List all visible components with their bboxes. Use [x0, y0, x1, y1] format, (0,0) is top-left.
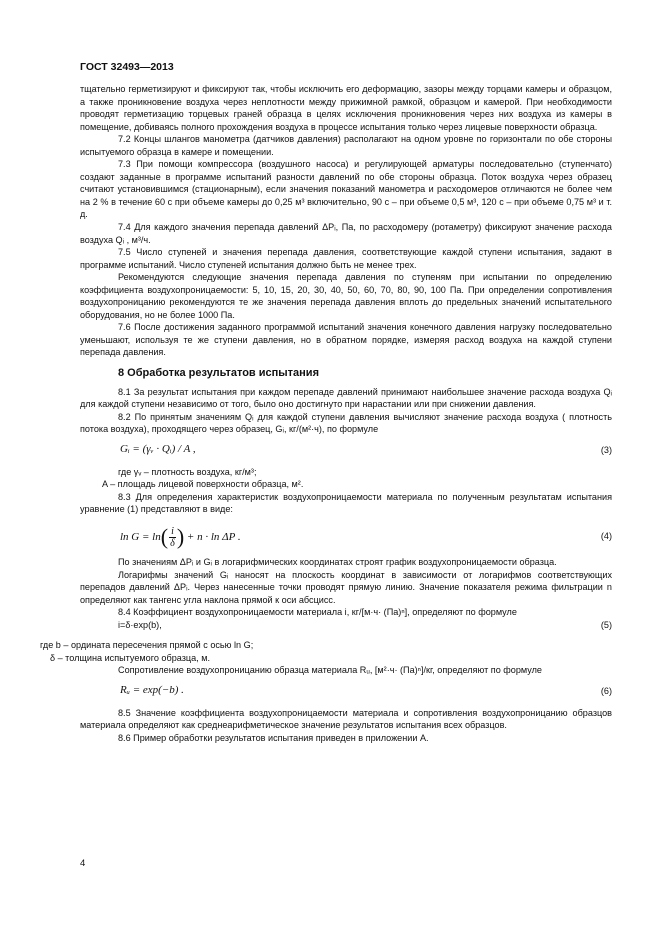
paragraph-8-2: 8.2 По принятым значениям Qᵢ для каждой ступени давления вычисляют значение расхода воздуха ( плотность потока воздуха), проходящего через образец, Gᵢ, кг/(м²·ч), по формуле [80, 411, 612, 435]
formula-5-number: (5) [600, 619, 612, 630]
paragraph-7-2: 7.2 Концы шлангов манометра (датчиков давления) располагают на одном уровне по горизонтали по обе стороны испытуемого образца в камере и помещении. [80, 134, 612, 157]
section-8-heading: 8 Обработка результатов испытания [118, 367, 319, 380]
paragraph-7-3: 7.3 При помощи компрессора (воздушного насоса) и регулирующей арматуры последовательно (ступенчато) создают заданные в программе испытаний разности давлений по обе стороны образца. Поток воздуха через образец считают установившимся (стационарным), если значения показаний манометра и расходомеров отличаются не более чем на 2 % в течение 60 с при объеме камеры до 0,25 м³ включительно, 90 с – при объеме 0,5 м³, 120 с – при объеме 0,75 м³ и т. д. [80, 159, 612, 220]
paragraph-7-1-cont: тщательно герметизируют и фиксируют так, чтобы исключить его деформацию, зазоры между торцами камеры и образцом, а также проникновение воздуха через неплотности между прижимной рамкой, образцом и камерой. При необходимости проводят герметизацию торцевых граней образца в целях исключения проникновения через них воздуха из камеры в помещение, добиваясь полного прохождения воздуха в процессе испытания только через лицевые поверхности образца. [80, 84, 612, 132]
formula-6-expression: Rᵤ = exp(−b) . [120, 683, 184, 696]
formula-4-expression [120, 526, 241, 549]
right-paren-glyph: ) [176, 524, 185, 550]
paragraph-delta: δ – толщина испытуемого образца, м. [50, 652, 210, 663]
paragraph-8-6: 8.6 Пример обработки результатов испытания приведен в приложении А. [118, 732, 429, 743]
paragraph-resistance: Сопротивление воздухопроницанию образца материала Rᵤ, [м²·ч· (Па)ⁿ]/кг, определяют по формуле [118, 665, 542, 676]
paragraph-logarithms: Логарифмы значений Gᵢ наносят на плоскость координат в зависимости от логарифмов соответствующих перепадов давлений ΔPᵢ. Через нанесенные точки проводят прямую линию. Значение показателя режима фильтрации n определяют как тангенс угла наклона прямой к оси абсцисс. [80, 569, 612, 605]
formula-6-number: (6) [600, 685, 612, 696]
left-paren-glyph: ( [160, 524, 169, 550]
paragraph-8-1: 8.1 За результат испытания при каждом перепаде давлений принимают наибольшее значение расхода воздуха Qᵢ для каждой ступени независимо от того, было оно достигнуто при нарастании или при снижении давления. [80, 386, 612, 410]
formula-4-right: + n · ln ΔP . [186, 530, 241, 543]
formula-4-left: ln G = ln [120, 530, 161, 543]
page-number: 4 [80, 858, 86, 869]
formula-3-expression: Gᵢ = (γᵥ · Qᵢ) / A , [120, 442, 196, 455]
paragraph-where-gamma: где γᵥ – плотность воздуха, кг/м³; [118, 466, 257, 477]
formula-3-number: (3) [600, 444, 612, 455]
formula-4-fraction [169, 526, 176, 549]
document-code: ГОСТ 32493—2013 [80, 61, 174, 73]
formula-3 [80, 440, 612, 462]
paragraph-recommended: Рекомендуются следующие значения перепада давления по ступеням при испытании по определению коэффициента воздухопроницаемости: 5, 10, 15, 20, 30, 40, 50, 60, 70, 80, 90, 100 Па. При определении сопротивления воздухопроницанию рекомендуются те же значения перепада давления вплоть до предельных значений испытательного оборудования, но не более 1000 Па. [80, 272, 612, 320]
formula-5 [80, 619, 612, 632]
paragraph-7-6: 7.6 После достижения заданного программой испытаний значения конечного давления нагрузку последовательно уменьшают, используя те же ступени давления, но в обратном порядке, измеряя расход воздуха на каждой ступени перепада давления. [80, 322, 612, 358]
formula-5-expression: i=δ·exp(b), [118, 619, 162, 630]
document-body [40, 83, 612, 745]
paragraph-8-4: 8.4 Коэффициент воздухопроницаемости материала i, кг/[м·ч· (Па)ⁿ], определяют по формуле [118, 607, 517, 618]
fraction-numerator: i [171, 525, 174, 537]
fraction-denominator: δ [170, 537, 175, 549]
paragraph-7-4: 7.4 Для каждого значения перепада давлений ΔPᵢ, Па, по расходомеру (ротаметру) фиксируют значение расхода воздуха Qᵢ , м³/ч. [80, 222, 612, 245]
paragraph-area: A – площадь лицевой поверхности образца, м². [102, 479, 304, 490]
paragraph-graph: По значениям ΔPᵢ и Gᵢ в логарифмических координатах строят график воздухопроницаемости образца. [118, 556, 557, 567]
formula-6 [80, 681, 612, 703]
formula-4 [80, 520, 612, 552]
paragraph-8-3: 8.3 Для определения характеристик воздухопроницаемости материала по полученным результатам испытания уравнение (1) представляют в виде: [80, 491, 612, 515]
paragraph-where-b: где b – ордината пересечения прямой с осью ln G; [40, 640, 254, 651]
formula-4-number: (4) [600, 530, 612, 541]
paragraph-7-5: 7.5 Число ступеней и значения перепада давления, соответствующие каждой ступени испытания, задают в программе испытаний. Число ступеней испытания должно быть не менее трех. [80, 247, 612, 270]
paragraph-8-5: 8.5 Значение коэффициента воздухопроницаемости материала и сопротивления воздухопроницанию образцов материала определяют как среднеарифметическое значение результатов испытания всех образцов. [80, 707, 612, 731]
